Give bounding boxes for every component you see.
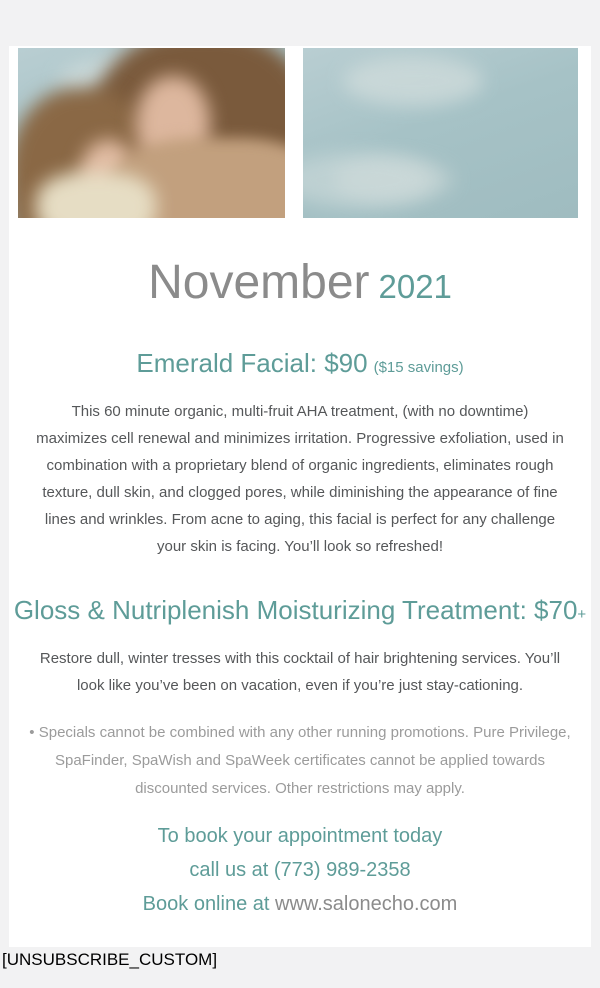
newsletter-title [9, 258, 591, 319]
fabric-drape-shape [36, 172, 156, 218]
booking-info [9, 819, 591, 921]
title-year: 2021 [378, 268, 452, 305]
emerald-facial-title: Emerald Facial: $90 [136, 348, 368, 378]
booking-line-online [9, 887, 591, 921]
hero-photo-women[interactable] [18, 48, 285, 218]
booking-online-prefix: Book online at [142, 893, 275, 915]
specials-disclaimer: • Specials cannot be combined with any other running promotions. Pure Privilege, SpaFinder, SpaWish and SpaWeek certificates cannot be applied towards discounted services. Other restrictions may apply. [29, 724, 571, 797]
emerald-facial-description: This 60 minute organic, multi-fruit AHA treatment, (with no downtime) maximizes cell renewal and minimizes irritation. Progressive exfoliation, used in combination with a proprietary blend of organic ingredients, eliminates rough texture, dull skin, and clogged pores, while diminishing the appearance of fine lines and wrinkles. From acne to aging, this facial is perfect for any challenge your skin is facing. You’ll look so refreshed! [36, 403, 564, 555]
booking-line-appointment: To book your appointment today [157, 825, 443, 847]
emerald-facial-savings-note: ($15 savings) [373, 359, 464, 376]
booking-line-phone[interactable]: call us at (773) 989-2358 [189, 859, 411, 881]
section-emerald-facial [9, 348, 591, 560]
gloss-treatment-plus-suffix: + [577, 606, 587, 623]
cloud-shape [343, 56, 483, 106]
booking-website-link[interactable]: www.salonecho.com [275, 893, 458, 915]
hero-photo-sky[interactable] [303, 48, 578, 218]
newsletter-page [0, 46, 600, 988]
section-gloss-treatment [9, 595, 591, 699]
unsubscribe-merge-tag[interactable]: [UNSUBSCRIBE_CUSTOM] [2, 950, 218, 969]
gloss-treatment-title: Gloss & Nutriplenish Moisturizing Treatment: $70 [13, 595, 578, 625]
hero-image-row [9, 48, 591, 218]
gloss-treatment-heading [9, 595, 591, 630]
email-body-card [9, 46, 591, 947]
emerald-facial-heading [9, 348, 591, 383]
gloss-treatment-description: Restore dull, winter tresses with this cocktail of hair brightening services. You’ll look like you’ve been on vacation, even if you’re just stay-cationing. [39, 650, 561, 694]
footer-area [0, 947, 600, 970]
title-month: November [148, 256, 370, 309]
